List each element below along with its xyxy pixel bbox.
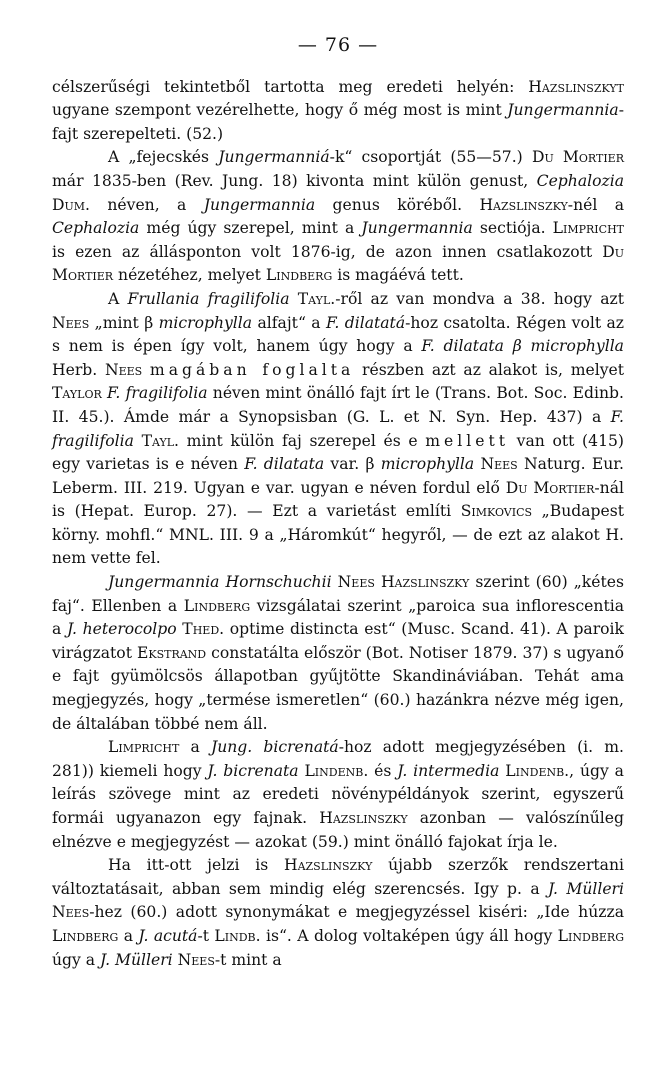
text-run: „mint β bbox=[89, 313, 159, 332]
text-run: magában foglalta bbox=[149, 360, 355, 379]
text-run bbox=[134, 432, 142, 450]
text-run: néven mint önálló fajt írt le (Trans. Bot. Soc. Edinb. II. 45.). Ámde már a Synopsisban (G. L. et N. Syn. Hep. 437) a bbox=[52, 384, 625, 426]
italic-run: J. intermedia bbox=[397, 761, 500, 780]
author-name: Lindenb. bbox=[304, 761, 369, 780]
text-run: mint külön faj szerepel és e bbox=[179, 431, 426, 450]
author-name: Dum. bbox=[52, 195, 90, 214]
author-name: Nees bbox=[104, 360, 143, 379]
text-run: , úgy a leírás szövege mint az eredeti növénypéldányok szerint, egyszerű formái ugyanazon egy fajnak. bbox=[52, 761, 624, 827]
italic-run: F. fragilifolia bbox=[52, 407, 624, 450]
author-name: Limpricht bbox=[552, 219, 624, 238]
text-run: var. β bbox=[324, 455, 381, 474]
author-name: Hazslinszkyt bbox=[528, 77, 624, 96]
text-run: -t bbox=[197, 926, 215, 945]
text-run: genus köréből. bbox=[315, 195, 480, 214]
italic-run: J. Mülleri bbox=[547, 879, 625, 898]
text-run: is“. A dolog voltaképen úgy áll hogy bbox=[260, 926, 558, 945]
author-name: Du Mortier bbox=[52, 242, 624, 285]
text-run: újabb szerzők rendszertani változtatásait, abban sem mindig elég szerencsés. Igy p. a bbox=[52, 856, 624, 898]
text-run: néven, a bbox=[90, 195, 204, 214]
italic-run: Jungermannia bbox=[203, 195, 316, 214]
author-name: Tayl. bbox=[141, 431, 179, 450]
italic-run: F. fragilifolia bbox=[107, 384, 208, 403]
italic-run: Jungermannia bbox=[361, 219, 473, 238]
text-run: is ezen az állásponton volt 1876-ig, de azon innen csatlakozott bbox=[52, 242, 603, 261]
italic-run: microphylla bbox=[380, 455, 475, 474]
text-run: -nél a bbox=[567, 195, 624, 214]
author-name: Lindberg bbox=[557, 926, 624, 945]
italic-run: Frullania fragilifolia bbox=[127, 289, 290, 308]
author-name: Lindenb. bbox=[505, 761, 570, 780]
author-name: Nees bbox=[480, 455, 518, 474]
text-run: sectiója. bbox=[472, 219, 553, 238]
text-run: még úgy szerepel, mint a bbox=[139, 219, 362, 238]
paragraph bbox=[52, 571, 624, 736]
italic-run: Cephalozia bbox=[52, 219, 140, 238]
paragraph bbox=[52, 146, 624, 288]
text-run: constatálta először (Bot. Notiser 1879. 37) s ugyanő e fajt gyümölcsös állapotban gyűjtötte Skandináviában. Tehát ama megjegyzés, hogy „termése ismeretlen“ (60.) hazánkra nézve még igen, de általában többé nem áll. bbox=[52, 643, 624, 733]
author-name: Nees Hazslinszky bbox=[337, 573, 470, 592]
author-name: Lindberg bbox=[265, 266, 333, 285]
text-run: „Budapest körny. mohfl.“ MNL. III. 9 a „Háromkút“ hegyről, — de ezt az alakot H. nem vette fel. bbox=[52, 502, 624, 568]
italic-run: Cephalozia bbox=[536, 171, 624, 190]
author-name: Hazslinszky bbox=[283, 856, 373, 875]
text-run: vizsgálatai szerint „paroica sua inflorescentia a bbox=[52, 596, 624, 639]
text-run: -fajt szerepelteti. (52.) bbox=[52, 101, 624, 143]
author-name: Nees bbox=[52, 313, 90, 332]
author-name: Limpricht bbox=[108, 738, 180, 757]
text-run: -ről az van mondva a 38. hogy azt bbox=[335, 289, 624, 308]
text-run: A bbox=[108, 289, 128, 308]
italic-run: J. acutá bbox=[138, 926, 198, 945]
text-run: -hoz csatolta. Régen volt az s nem is épen így volt, hanem úgy hogy a bbox=[52, 313, 624, 356]
text-run: azonban — valószínűleg elnézve e megjegyzést — azokat (59.) mint önálló fajokat írja le. bbox=[52, 809, 624, 851]
text-run: A „fejecskés bbox=[108, 148, 219, 167]
paragraph bbox=[52, 76, 624, 147]
text-run: Herb. bbox=[52, 360, 105, 379]
italic-run: J. bicrenata bbox=[207, 761, 299, 780]
page-number: — 76 — bbox=[297, 34, 379, 56]
italic-run: F. dilatatá bbox=[326, 313, 406, 332]
text-run bbox=[142, 361, 150, 379]
author-name: Nees bbox=[177, 950, 215, 969]
text-run: -hoz adott megjegyzésében (i. m. 281)) kiemeli hogy bbox=[52, 738, 625, 780]
text-run bbox=[290, 290, 298, 308]
text-run: és bbox=[368, 761, 398, 780]
text-run: is magáévá tett. bbox=[332, 266, 464, 285]
author-name: Taylor bbox=[52, 384, 102, 403]
text-run: már 1835-ben (Rev. Jung. 18) kivonta mint külön genust, bbox=[52, 171, 537, 190]
italic-run: J. heterocolpo bbox=[66, 620, 177, 639]
author-name: Lindb. bbox=[214, 926, 261, 945]
text-run: mellett bbox=[425, 431, 510, 450]
italic-run: Jungermannia bbox=[507, 101, 619, 120]
author-name: Thed. bbox=[182, 620, 225, 639]
paragraph bbox=[52, 854, 624, 972]
text-run: -nál is (Hepat. Europ. 27). — Ezt a varietást említi bbox=[52, 478, 624, 521]
text-run: célszerűségi tekintetből tartotta meg eredeti helyén: bbox=[52, 77, 529, 96]
author-name: Simkovics bbox=[460, 502, 533, 521]
paragraph bbox=[52, 736, 624, 854]
italic-run: Jungermanniá bbox=[218, 148, 330, 167]
italic-run: F. dilatata bbox=[244, 455, 325, 474]
text-run: ugyane szempont vezérelhette, hogy ő még most is mint bbox=[52, 101, 508, 120]
paragraph bbox=[52, 288, 624, 571]
text-run: szerint (60) „kétes faj“. Ellenben a bbox=[52, 573, 624, 615]
author-name: Lindberg bbox=[52, 926, 119, 945]
text-run: -k“ csoportját (55—57.) bbox=[329, 148, 532, 167]
italic-run: Jungermannia Hornschuchii bbox=[108, 573, 332, 592]
text-run: részben azt az alakot is, melyet bbox=[354, 360, 624, 379]
author-name: Hazslinszky bbox=[479, 195, 568, 214]
italic-run: microphylla bbox=[158, 313, 253, 332]
text-run: Ha itt-ott jelzi is bbox=[108, 856, 284, 875]
text-run: van ott (415) egy varietas is e néven bbox=[52, 431, 624, 474]
text-run: optime distincta est“ (Musc. Scand. 41). A paroik virágzatot bbox=[52, 620, 624, 662]
text-run: nézetéhez, melyet bbox=[113, 266, 266, 285]
author-name: Hazslinszky bbox=[319, 809, 408, 827]
text-run: Naturg. Eur. Leberm. III. 219. Ugyan e var. ugyan e néven fordul elő bbox=[52, 455, 624, 497]
author-name: Du Mortier bbox=[531, 148, 624, 167]
italic-run: J. Mülleri bbox=[100, 950, 173, 969]
text-run: -t mint a bbox=[214, 950, 282, 969]
italic-run: Jung. bicrenatá bbox=[210, 738, 339, 757]
author-name: Du Mortier bbox=[505, 478, 595, 497]
document-page bbox=[52, 34, 624, 972]
author-name: Lindberg bbox=[183, 596, 251, 615]
author-name: Nees bbox=[52, 903, 90, 922]
author-name: Ekstrand bbox=[136, 643, 207, 662]
text-run: -hez (60.) adott synonymákat e megjegyzéssel kiséri: „Ide húzza bbox=[89, 903, 624, 922]
body-text bbox=[52, 76, 624, 973]
author-name: Tayl. bbox=[297, 289, 336, 308]
text-run: a bbox=[118, 926, 139, 945]
italic-run: F. dilatata β microphylla bbox=[421, 337, 624, 356]
text-run: a bbox=[179, 738, 211, 757]
text-run: úgy a bbox=[52, 950, 101, 969]
text-run: alfajt“ a bbox=[252, 313, 326, 332]
